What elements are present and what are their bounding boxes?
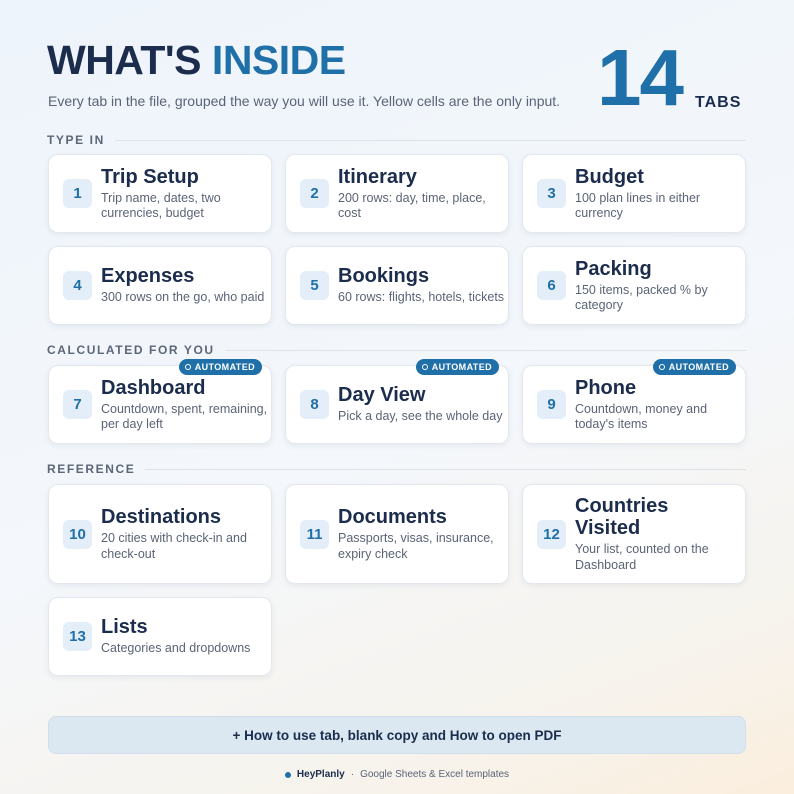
card-description: 150 items, packed % by category (575, 282, 708, 312)
tab-count: 14 (597, 33, 682, 122)
card-description: Pick a day, see the whole day (338, 409, 503, 424)
card-description: Trip name, dates, two currencies, budget (101, 190, 221, 220)
title-accent: INSIDE (211, 37, 346, 83)
card-number: 11 (300, 520, 329, 549)
section-type-in (47, 133, 746, 147)
footer-brand: HeyPlanly (296, 769, 345, 780)
card-description: 300 rows on the go, who paid (101, 290, 265, 305)
page-title (47, 37, 346, 83)
card-title: Itinerary (338, 165, 417, 188)
card-description: Categories and dropdowns (101, 641, 251, 656)
card-number: 5 (300, 271, 329, 300)
footer-tagline: Google Sheets & Excel templates (360, 769, 510, 780)
card-itinerary[interactable] (285, 154, 509, 233)
tab-count-label: TABS (695, 94, 742, 111)
section-label: TYPE IN (47, 133, 105, 147)
card-title: Countries Visited (575, 495, 669, 539)
circle-icon (185, 364, 191, 370)
card-countries-visited[interactable] (522, 484, 746, 584)
card-description: Countdown, spent, remaining, per day left (101, 401, 268, 431)
footer (0, 769, 794, 780)
card-documents[interactable] (285, 484, 509, 584)
card-description: 100 plan lines in either currency (575, 190, 701, 220)
circle-icon (659, 364, 665, 370)
card-title: Lists (101, 616, 148, 639)
card-description: Countdown, money and today's items (575, 401, 708, 431)
card-number: 9 (537, 390, 566, 419)
section-divider (145, 469, 746, 470)
section-label: REFERENCE (47, 462, 136, 476)
card-description: 200 rows: day, time, place, cost (338, 190, 486, 220)
card-number: 7 (63, 390, 92, 419)
card-number: 6 (537, 271, 566, 300)
card-description: 20 cities with check-in and check-out (101, 531, 247, 561)
section-divider (115, 140, 746, 141)
card-title: Dashboard (101, 376, 206, 399)
card-trip-setup[interactable] (48, 154, 272, 233)
card-number: 3 (537, 179, 566, 208)
badge-label: AUTOMATED (431, 362, 492, 372)
card-title: Day View (338, 384, 426, 407)
card-title: Budget (575, 165, 644, 188)
card-description: Passports, visas, insurance, expiry check (338, 531, 494, 561)
circle-icon (422, 364, 428, 370)
card-lists[interactable] (48, 597, 272, 676)
badge-label: AUTOMATED (194, 362, 255, 372)
automated-badge (416, 359, 499, 375)
card-title: Bookings (338, 265, 430, 288)
extras-banner: + How to use tab, blank copy and How to open PDF (48, 716, 746, 754)
card-number: 8 (300, 390, 329, 419)
brand-dot-icon (285, 772, 291, 778)
page-subtitle: Every tab in the file, grouped the way you will use it. Yellow cells are the only input. (48, 93, 561, 109)
card-budget[interactable] (522, 154, 746, 233)
card-phone[interactable] (522, 362, 746, 444)
card-title: Trip Setup (101, 165, 199, 188)
card-packing[interactable] (522, 246, 746, 325)
card-bookings[interactable] (285, 246, 509, 325)
card-number: 12 (537, 520, 566, 549)
section-label: CALCULATED FOR YOU (47, 343, 215, 357)
automated-badge (653, 359, 736, 375)
card-number: 1 (63, 179, 92, 208)
card-number: 2 (300, 179, 329, 208)
card-description: 60 rows: flights, hotels, tickets (338, 290, 505, 305)
footer-separator: · (350, 769, 355, 780)
card-title: Packing (575, 257, 652, 280)
card-title: Destinations (101, 506, 222, 528)
card-title: Phone (575, 376, 637, 399)
card-description: Your list, counted on the Dashboard (575, 542, 709, 572)
card-dashboard[interactable] (48, 362, 272, 444)
card-title: Expenses (101, 265, 195, 288)
card-number: 10 (63, 520, 92, 549)
section-reference (47, 462, 746, 476)
card-day-view[interactable] (285, 362, 509, 444)
card-title: Documents (338, 506, 447, 528)
automated-badge (179, 359, 262, 375)
card-number: 4 (63, 271, 92, 300)
title-main: WHAT'S (47, 37, 202, 83)
section-calculated (47, 343, 746, 357)
card-number: 13 (63, 622, 92, 651)
card-destinations[interactable] (48, 484, 272, 584)
section-divider (225, 350, 746, 351)
card-expenses[interactable] (48, 246, 272, 325)
badge-label: AUTOMATED (668, 362, 729, 372)
